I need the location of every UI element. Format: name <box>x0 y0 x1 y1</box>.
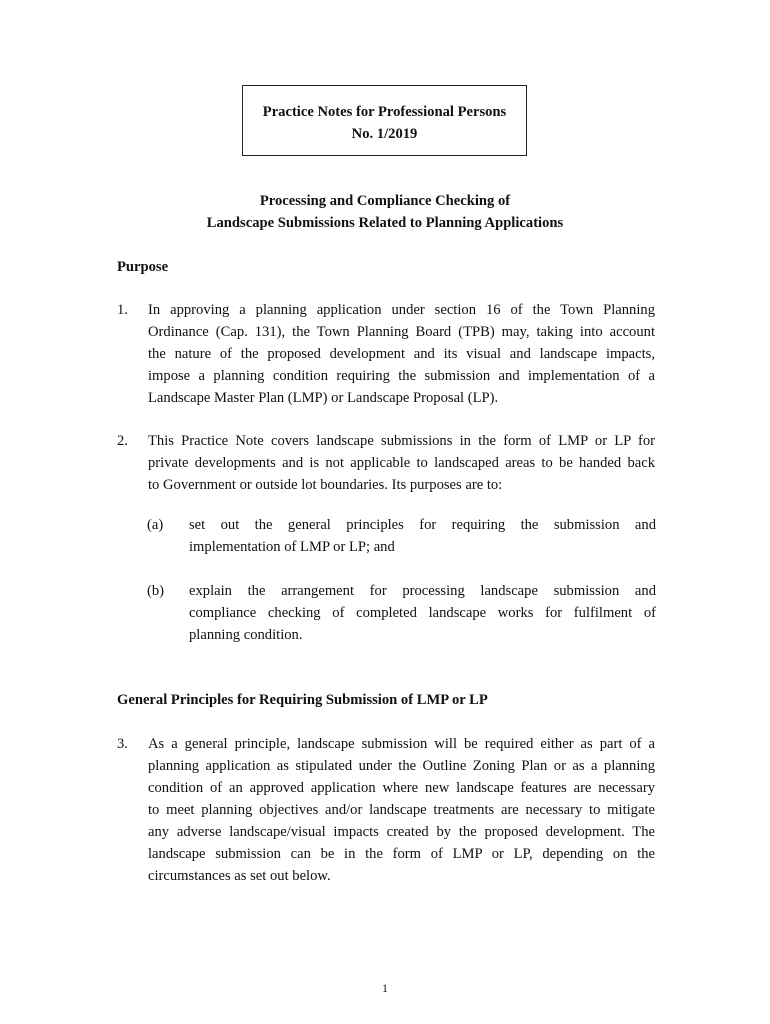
text-line: to meet planning objectives and/or landscape treatments are necessary to mitigate <box>148 802 655 818</box>
title-box-line1: Practice Notes for Professional Persons <box>262 104 507 120</box>
text-line: planning application as stipulated under the Outline Zoning Plan or as a planning <box>148 758 655 774</box>
page-number: 1 <box>382 981 388 995</box>
text-line: the nature of the proposed development and its visual and landscape impacts, <box>148 346 655 362</box>
paragraph-number: 1. <box>117 302 128 318</box>
paragraph-text <box>148 430 655 496</box>
sub-item-label: (b) <box>147 583 165 599</box>
paragraph-text <box>148 733 655 887</box>
text-line: planning condition. <box>189 627 303 643</box>
text-line: circumstances as set out below. <box>148 868 331 884</box>
text-line: condition of an approved application where new landscape features are necessary <box>148 780 655 796</box>
document-heading-line1: Processing and Compliance Checking of <box>259 193 511 209</box>
text-line: any adverse landscape/visual impacts created by the proposed development. The <box>148 824 655 840</box>
sub-item-label: (a) <box>147 517 164 533</box>
text-line: Landscape Master Plan (LMP) or Landscape Proposal (LP). <box>148 390 499 406</box>
sub-item-text <box>189 580 656 646</box>
section-title-general-principles: General Principles for Requiring Submission of LMP or LP <box>117 692 488 708</box>
text-line: implementation of LMP or LP; and <box>189 539 395 555</box>
text-line: private developments and is not applicable to landscaped areas to be handed back <box>148 455 655 471</box>
paragraph-text <box>148 299 655 409</box>
text-line: to Government or outside lot boundaries. Its purposes are to: <box>148 477 503 493</box>
section-title-purpose: Purpose <box>117 259 169 275</box>
title-box-line2: No. 1/2019 <box>351 126 418 142</box>
paragraph-number: 2. <box>117 433 128 449</box>
text-line: explain the arrangement for processing landscape submission and <box>189 583 656 599</box>
text-line: In approving a planning application under section 16 of the Town Planning <box>148 302 655 318</box>
sub-item-text <box>189 514 656 558</box>
text-line: This Practice Note covers landscape submissions in the form of LMP or LP for <box>148 433 655 449</box>
text-line: compliance checking of completed landscape works for fulfilment of <box>189 605 656 621</box>
text-line: landscape submission can be in the form of LMP or LP, depending on the <box>148 846 655 862</box>
title-box <box>242 85 527 156</box>
text-line: As a general principle, landscape submission will be required either as part of a <box>148 736 655 752</box>
document-heading-line2: Landscape Submissions Related to Planning Applications <box>206 215 564 231</box>
text-line: impose a planning condition requiring the submission and implementation of a <box>148 368 655 384</box>
text-line: Ordinance (Cap. 131), the Town Planning Board (TPB) may, taking into account <box>148 324 655 340</box>
text-line: set out the general principles for requiring the submission and <box>189 517 656 533</box>
paragraph-number: 3. <box>117 736 128 752</box>
